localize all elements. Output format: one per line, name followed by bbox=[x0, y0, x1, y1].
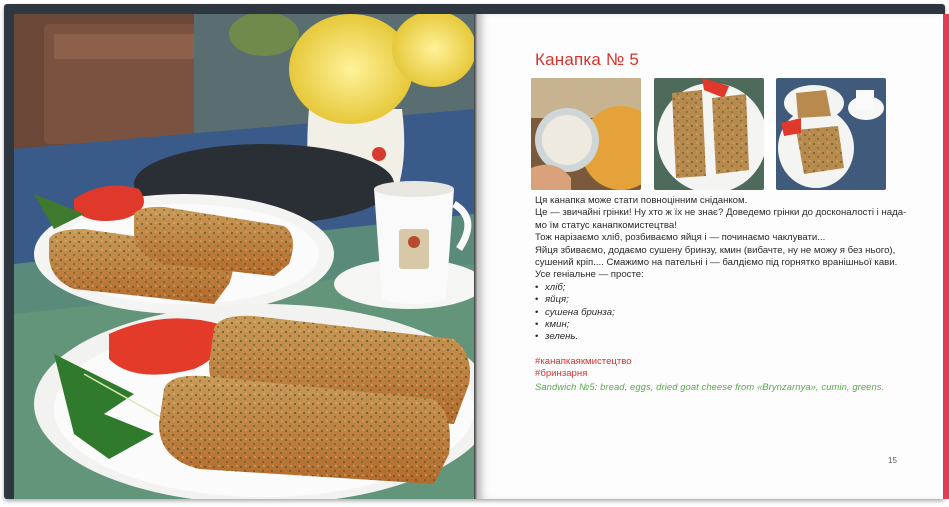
intro-line: Яйця збиваємо, додаємо сушену бринзу, кмин (вибачте, ну не можу я без нього), bbox=[535, 244, 896, 256]
ingredients-list bbox=[535, 282, 915, 344]
intro-line: Це — звичайні грінки! Ну хто ж їх не знає? Доведемо грінки до досконалості і нада- bbox=[535, 207, 907, 219]
open-book bbox=[4, 4, 945, 499]
step-photo-eggs-bowl bbox=[531, 78, 641, 190]
page-edge bbox=[943, 14, 949, 499]
page-number: 15 bbox=[888, 456, 897, 465]
step-photo-toasts-plate bbox=[654, 78, 764, 190]
recipe-title: Канапка № 5 bbox=[535, 50, 640, 69]
hashtag: #канапкаякмистецтво bbox=[535, 355, 632, 367]
ingredient-item: • яйця; bbox=[535, 294, 915, 306]
intro-line: сушений кріп.... Смажимо на пательні і — балдіємо під горнятко вранішньої кави. bbox=[535, 257, 898, 269]
intro-line: Ця канапка може стати повноцінним сніданком. bbox=[535, 195, 748, 206]
recipe-body bbox=[535, 195, 915, 393]
hashtag: #бринзарня bbox=[535, 368, 588, 380]
intro-line: Тож нарізаємо хліб, розбиваємо яйця і — починаємо чаклувати... bbox=[535, 232, 826, 244]
intro-line: мо їм статус канапкомистецтва! bbox=[535, 219, 677, 231]
main-food-photo bbox=[14, 14, 474, 499]
step-photo-plate-coffee bbox=[776, 78, 886, 190]
toast-breakfast-illustration bbox=[14, 14, 474, 499]
ingredient-item: • сушена бринза; bbox=[535, 307, 915, 319]
recipe-page bbox=[478, 14, 943, 499]
english-caption: Sandwich №5: bread, eggs, dried goat cheese from «Brynzarnya», cumin, greens. bbox=[535, 380, 885, 392]
ingredients-heading: Усе геніальне — просте: bbox=[535, 269, 644, 281]
ingredient-item: • кмин; bbox=[535, 319, 915, 331]
ingredient-item: • хліб; bbox=[535, 282, 915, 294]
ingredient-item: • зелень. bbox=[535, 331, 915, 343]
hashtags bbox=[535, 356, 915, 381]
